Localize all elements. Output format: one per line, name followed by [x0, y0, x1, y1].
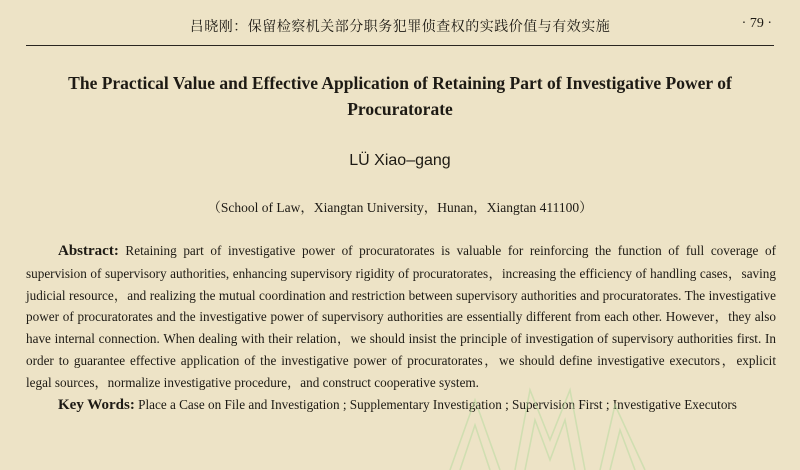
abstract-label: Abstract: [58, 243, 119, 259]
article-title: The Practical Value and Effective Application of Retaining Part of Investigative Power of Procuratorate [68, 73, 732, 119]
keywords-text: Place a Case on File and Investigation ; Supplementary Investigation ; Supervision First ; Investigative Executors [134, 397, 737, 412]
page-number: · 79 · [741, 16, 772, 31]
author-name: LÜ Xiao–gang [349, 152, 451, 169]
running-header [26, 14, 774, 38]
header-rule [26, 45, 774, 46]
keywords-label: Key Words: [58, 397, 135, 413]
author-affiliation: （School of Law，Xiangtan University，Hunan，Xiangtan 411100） [207, 200, 593, 215]
keywords-paragraph [26, 394, 776, 416]
abstract-paragraph [26, 240, 776, 394]
abstract-text: Retaining part of investigative power of procuratorates is valuable for reinforcing the function of full coverage of supervision of supervisory authorities, enhancing supervisory rigidity of procuratorates，increasing the efficiency of handling cases，saving judicial resource，and realizing the mutual coordination and restriction between supervisory authorities and procuratorates. The investigative power of procuratorates and the investigative power of supervisory authorities are essentially different from each other. However，they also have internal connection. When dealing with their relation，we should insist the principle of investigation of supervisory authorities first. In order to guarantee effective application of the investigative power of procuratorates，we should define investigative executors，explicit legal sources，normalize investigative procedure，and construct cooperative system. [26, 243, 776, 390]
watermark-logo [430, 380, 660, 470]
running-title: 吕晓刚：保留检察机关部分职务犯罪侦查权的实践价值与有效实施 [189, 20, 611, 35]
